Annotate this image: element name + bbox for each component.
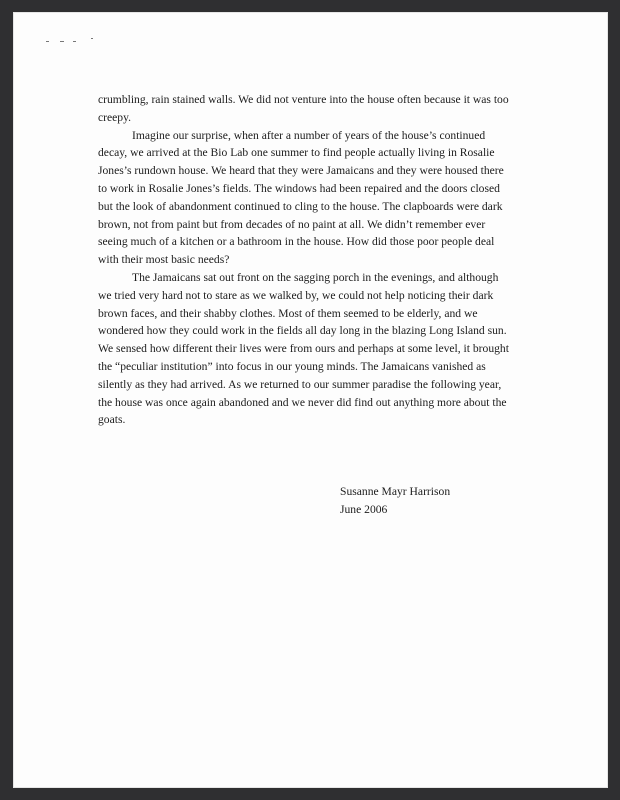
text-line: Jones’s rundown house. We heard that they were Jamaicans and they were housed there	[98, 164, 504, 178]
text-line: the house was once again abandoned and we never did find out anything more about the	[98, 395, 507, 409]
text-line: Imagine our surprise, when after a number of years of the house’s continued	[132, 128, 486, 142]
paragraph	[98, 127, 518, 269]
text-line: creepy.	[98, 110, 132, 124]
body-text	[98, 91, 518, 429]
text-line: We sensed how different their lives were from ours and perhaps at some level, it brought	[98, 342, 509, 356]
text-line: but the look of abandonment continued to cling to the house. The clapboards were dark	[98, 199, 503, 213]
speck	[91, 38, 93, 39]
text-line: we tried very hard not to stare as we walked by, we could not help noticing their dark	[98, 288, 494, 302]
text-line: seeing much of a kitchen or a bathroom in the house. How did those poor people deal	[98, 235, 495, 249]
paper-specks	[46, 37, 106, 45]
text-line: goats.	[98, 413, 126, 427]
text-line: brown, not from paint but from decades of no paint at all. We didn’t remember ever	[98, 217, 486, 231]
speck	[46, 41, 49, 42]
signature-block	[340, 483, 450, 519]
text-line: to work in Rosalie Jones’s fields. The windows had been repaired and the doors closed	[98, 181, 500, 195]
speck	[73, 41, 76, 42]
speck	[60, 41, 64, 42]
text-line: crumbling, rain stained walls. We did not venture into the house often because it was too	[98, 93, 509, 106]
signature-date: June 2006	[340, 503, 388, 516]
paragraph	[98, 269, 518, 429]
document-page	[13, 12, 608, 788]
text-line: silently as they had arrived. As we returned to our summer paradise the following year,	[98, 377, 502, 391]
paragraph	[98, 91, 518, 127]
text-line: decay, we arrived at the Bio Lab one summer to find people actually living in Rosalie	[98, 146, 495, 160]
text-line: brown faces, and their shabby clothes. Most of them seemed to be elderly, and we	[98, 306, 478, 320]
text-line: with their most basic needs?	[98, 253, 230, 267]
text-line: The Jamaicans sat out front on the sagging porch in the evenings, and although	[132, 270, 499, 284]
signature-name: Susanne Mayr Harrison	[340, 485, 451, 498]
text-line: the “peculiar institution” into focus in our young minds. The Jamaicans vanished as	[98, 359, 486, 373]
text-line: wondered how they could work in the fields all day long in the blazing Long Island sun.	[98, 324, 507, 338]
